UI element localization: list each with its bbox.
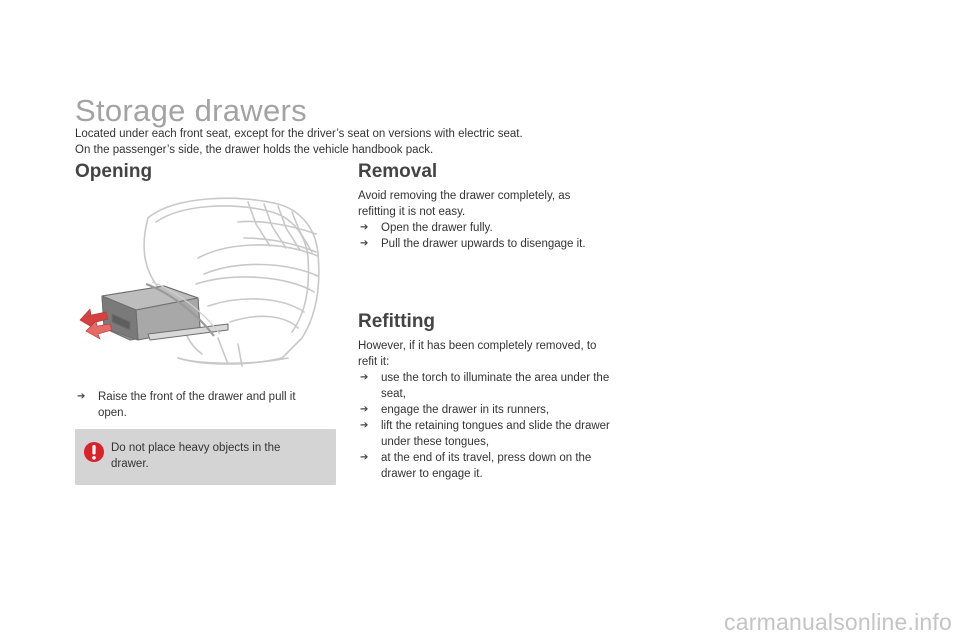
intro-line-2: On the passenger’s side, the drawer holds the vehicle handbook pack. — [75, 144, 434, 156]
refitting-step: ➔ use the torch to illuminate the area under the seat, — [360, 372, 610, 400]
watermark: carmanualsonline.info — [724, 609, 952, 635]
opening-steps — [75, 389, 325, 421]
intro-line-1: Located under each front seat, except for the driver’s seat on versions with electric seat. — [75, 128, 523, 140]
opening-step: ➔ Raise the front of the drawer and pull it open. — [77, 391, 296, 419]
opening-heading: Opening — [75, 161, 153, 182]
page-title: Storage drawers — [75, 93, 307, 128]
removal-step: ➔ Pull the drawer upwards to disengage it. — [360, 238, 586, 250]
refitting-step: ➔ lift the retaining tongues and slide the drawer under these tongues, — [360, 420, 610, 448]
warning-box — [75, 429, 336, 485]
removal-steps — [358, 220, 618, 252]
refitting-step: ➔ at the end of its travel, press down on the drawer to engage it. — [360, 452, 592, 480]
bullet-arrow-icon: ➔ — [360, 222, 369, 233]
removal-text: Avoid removing the drawer completely, as refitting it is not easy. — [358, 190, 571, 218]
refitting-heading: Refitting — [358, 311, 436, 332]
bullet-arrow-icon: ➔ — [360, 420, 369, 431]
removal-step: ➔ Open the drawer fully. — [360, 222, 493, 234]
bullet-arrow-icon: ➔ — [360, 452, 369, 463]
removal-heading: Removal — [358, 161, 438, 182]
bullet-arrow-icon: ➔ — [77, 391, 86, 402]
warning-text: Do not place heavy objects in the drawer. — [111, 442, 281, 470]
seat-drawer-illustration — [78, 188, 340, 373]
bullet-arrow-icon: ➔ — [360, 238, 369, 249]
bullet-arrow-icon: ➔ — [360, 404, 369, 415]
bullet-arrow-icon: ➔ — [360, 372, 369, 383]
warning-exclamation-icon — [83, 441, 105, 468]
refitting-text: However, if it has been completely removed, to refit it: — [358, 340, 597, 368]
refitting-steps — [358, 370, 613, 482]
refitting-step: ➔ engage the drawer in its runners, — [360, 404, 550, 416]
